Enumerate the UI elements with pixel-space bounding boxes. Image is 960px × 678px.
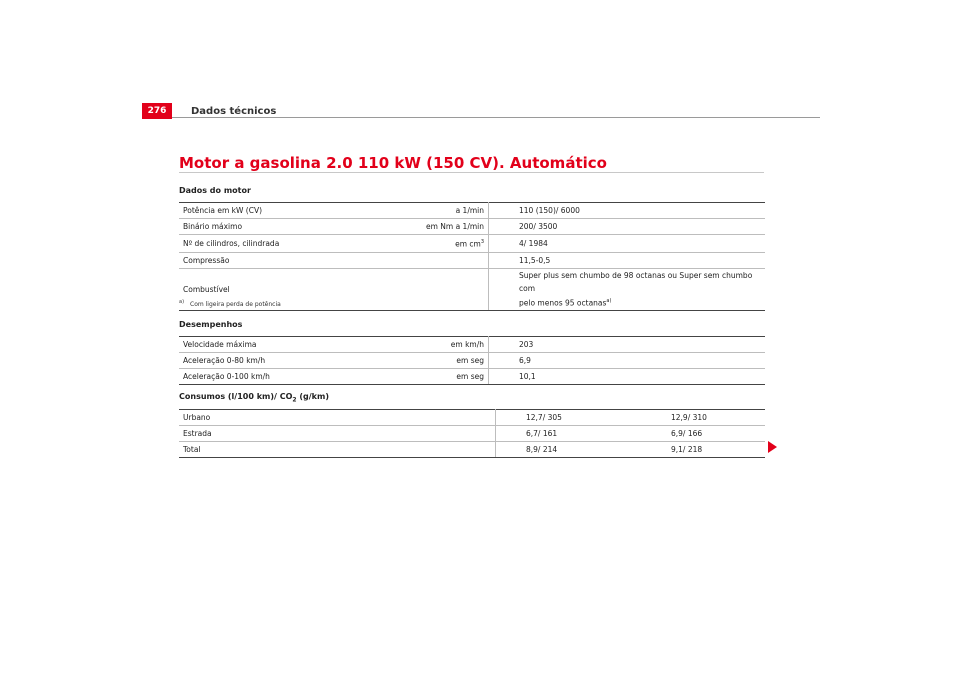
row-value: 200/ 3500	[489, 219, 766, 235]
table-row	[179, 353, 765, 369]
row-unit	[367, 269, 489, 311]
row-label: Potência em kW (CV)	[179, 203, 367, 219]
unit-text: em cm	[455, 239, 481, 249]
footnote-ref: a)	[606, 298, 612, 304]
table-row	[179, 410, 765, 426]
row-label: Binário máximo	[179, 219, 367, 235]
consumption-table	[179, 409, 765, 458]
row-unit	[367, 253, 489, 269]
consumption-heading-unit: (g/km)	[296, 392, 329, 401]
row-value: 203	[489, 337, 766, 353]
footnote	[179, 299, 281, 308]
row-value	[489, 269, 766, 311]
table-row	[179, 369, 765, 385]
footnote-text: Com ligeira perda de potência	[190, 301, 281, 308]
row-value: 110 (150)/ 6000	[489, 203, 766, 219]
engine-table	[179, 202, 765, 311]
header-rule	[172, 117, 820, 118]
row-value: 6,9	[489, 353, 766, 369]
row-label: Aceleração 0-100 km/h	[179, 369, 367, 385]
page-title: Motor a gasolina 2.0 110 kW (150 CV). Automático	[179, 154, 607, 172]
row-value: 11,5-0,5	[489, 253, 766, 269]
footnote-mark: a)	[179, 299, 185, 305]
table-row	[179, 337, 765, 353]
performance-heading: Desempenhos	[179, 320, 243, 329]
row-value: 4/ 1984	[489, 235, 766, 253]
row-label: Nº de cilindros, cilindrada	[179, 235, 367, 253]
row-value-manual: 6,7/ 161	[496, 426, 668, 442]
table-row	[179, 203, 765, 219]
row-unit: em km/h	[367, 337, 489, 353]
row-label: Combustível	[179, 269, 367, 311]
row-value: 10,1	[489, 369, 766, 385]
row-unit: em seg	[367, 369, 489, 385]
row-unit: em seg	[367, 353, 489, 369]
section-header: Dados técnicos	[191, 106, 277, 117]
row-label: Aceleração 0-80 km/h	[179, 353, 367, 369]
row-label: Total	[179, 442, 496, 458]
row-unit: em Nm a 1/min	[367, 219, 489, 235]
unit-superscript: 3	[480, 238, 484, 245]
row-value-auto: 6,9/ 166	[667, 426, 765, 442]
table-row	[179, 442, 765, 458]
table-row	[179, 219, 765, 235]
performance-table	[179, 336, 765, 385]
table-row	[179, 426, 765, 442]
row-value-auto: 9,1/ 218	[667, 442, 765, 458]
row-label: Compressão	[179, 253, 367, 269]
page-number: 276	[142, 103, 172, 119]
title-rule	[179, 172, 764, 173]
row-value-auto: 12,9/ 310	[667, 410, 765, 426]
consumption-heading-text: Consumos (l/100 km)/ CO	[179, 392, 293, 401]
fuel-line-1: Super plus sem chumbo de 98 octanas ou Super sem chumbo com	[519, 271, 753, 293]
row-value-manual: 12,7/ 305	[496, 410, 668, 426]
row-label: Velocidade máxima	[179, 337, 367, 353]
row-value-manual: 8,9/ 214	[496, 442, 668, 458]
consumption-heading-subscript: 2	[292, 396, 297, 404]
fuel-line-2: pelo menos 95 octanas	[519, 298, 607, 308]
row-unit	[367, 235, 489, 253]
row-label: Estrada	[179, 426, 496, 442]
triangle-right-icon[interactable]	[768, 441, 777, 453]
row-label: Urbano	[179, 410, 496, 426]
engine-heading: Dados do motor	[179, 186, 251, 195]
table-row	[179, 235, 765, 253]
table-row	[179, 253, 765, 269]
row-unit: a 1/min	[367, 203, 489, 219]
consumption-heading	[179, 392, 329, 404]
